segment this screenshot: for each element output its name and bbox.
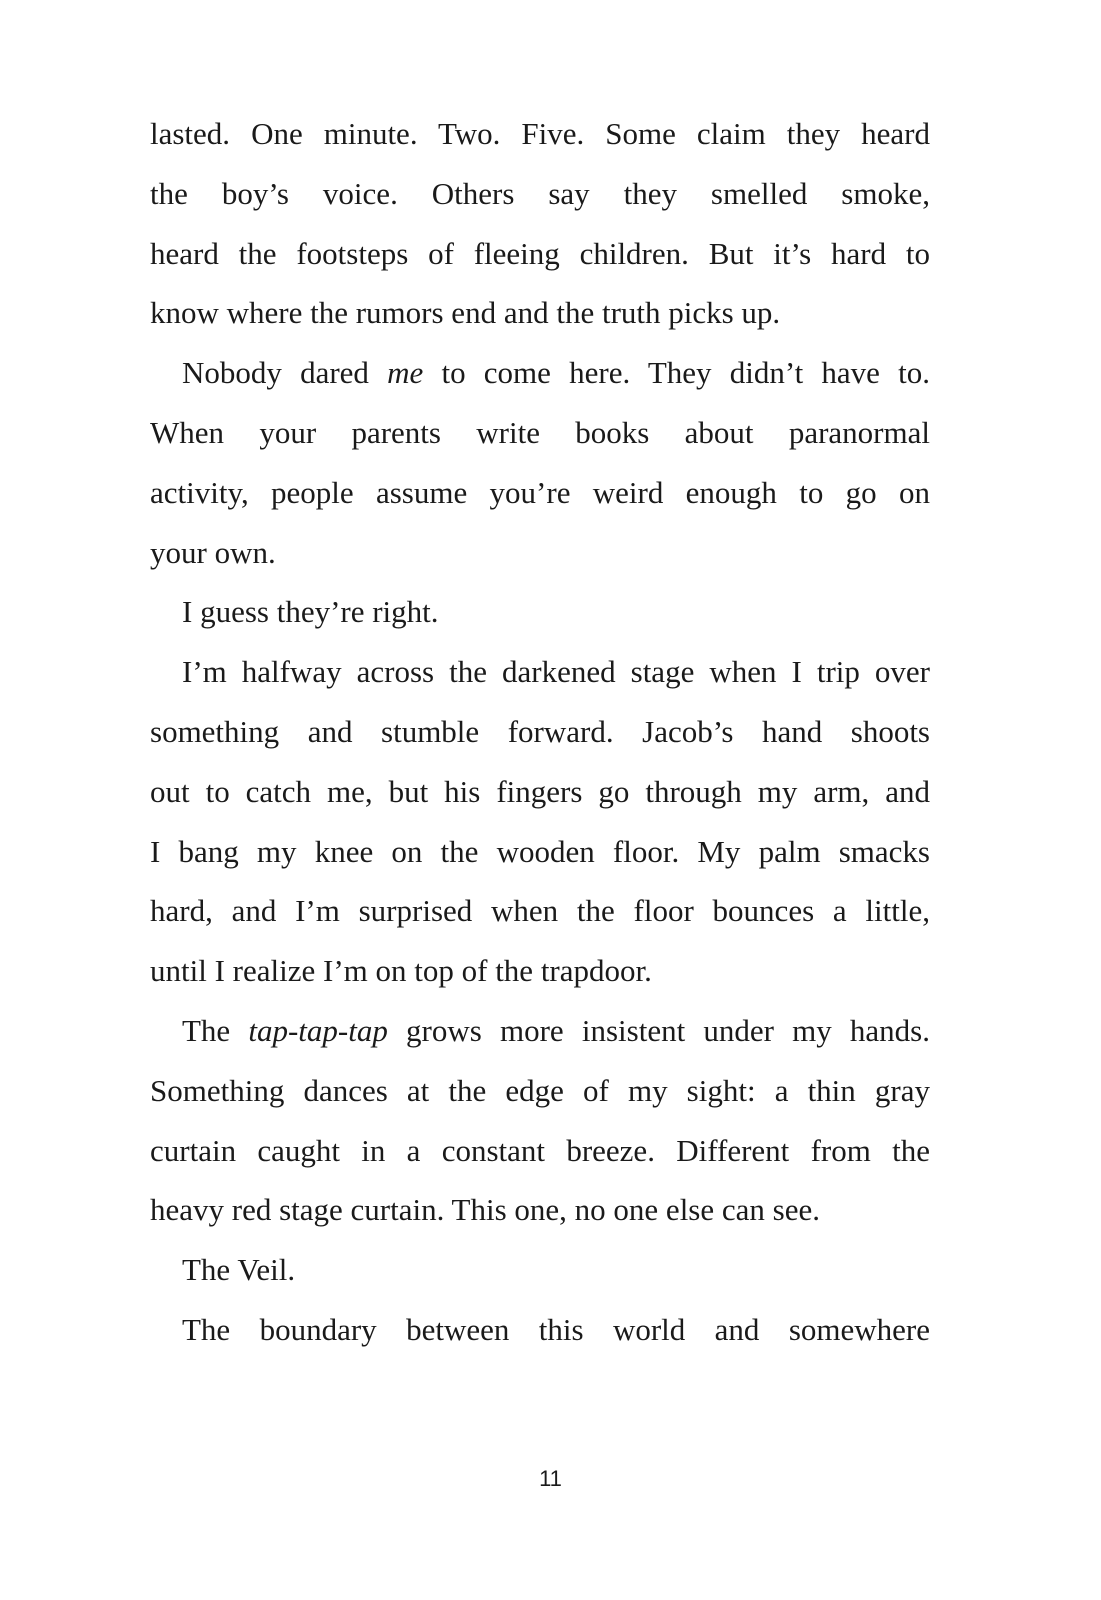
- italic-run: tap-tap-tap: [248, 1012, 388, 1048]
- text-line: Something dances at the edge of my sight: a thin gray: [150, 1072, 930, 1108]
- text-line: When your parents write books about paranormal: [150, 414, 930, 450]
- text-line: heard the footsteps of fleeing children. But it’s hard to: [150, 235, 930, 271]
- italic-run: me: [387, 355, 424, 391]
- text-run: Nobody dared: [182, 355, 388, 391]
- text-line: your own.: [150, 534, 276, 570]
- text-line: I’m halfway across the darkened stage when I trip over: [182, 654, 930, 690]
- text-line: out to catch me, but his fingers go through my arm, and: [150, 773, 930, 809]
- text-line: know where the rumors end and the truth picks up.: [150, 295, 781, 331]
- text-line: activity, people assume you’re weird enough to go on: [150, 474, 930, 510]
- text-line: curtain caught in a constant breeze. Different from the: [150, 1132, 930, 1168]
- text-line: until I realize I’m on top of the trapdoor.: [150, 953, 652, 989]
- text-run: grows more insistent under my hands.: [387, 1012, 930, 1048]
- text-line: something and stumble forward. Jacob’s hand shoots: [150, 713, 930, 749]
- text-line: The boundary between this world and somewhere: [182, 1311, 930, 1347]
- text-line: [150, 343, 930, 403]
- text-line: heavy red stage curtain. This one, no one else can see.: [150, 1192, 820, 1228]
- text-line: I bang my knee on the wooden floor. My palm smacks: [150, 833, 930, 869]
- text-line: [150, 1001, 930, 1061]
- text-run: to come here. They didn’t have to.: [423, 355, 930, 391]
- text-line: The Veil.: [182, 1252, 296, 1288]
- text-line: lasted. One minute. Two. Five. Some claim they heard: [150, 116, 930, 151]
- text-line: I guess they’re right.: [182, 594, 439, 630]
- text-line: the boy’s voice. Others say they smelled smoke,: [150, 175, 930, 211]
- page-number: 11: [539, 1466, 562, 1491]
- text-run: The: [182, 1012, 249, 1048]
- body-text: [150, 104, 930, 1360]
- text-line: hard, and I’m surprised when the floor bounces a little,: [150, 893, 930, 929]
